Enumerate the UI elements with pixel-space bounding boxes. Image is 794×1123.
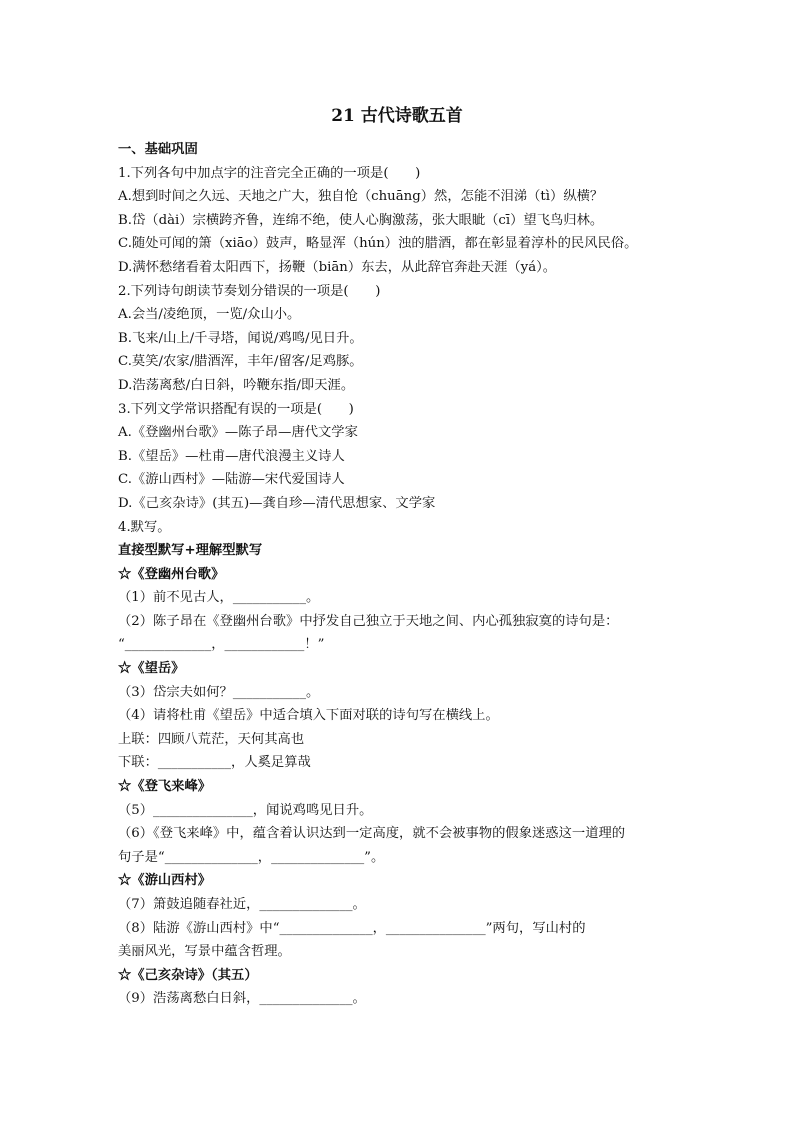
text-line: B.《望岳》—杜甫—唐代浪漫主义诗人 xyxy=(118,448,345,464)
text-line: 3.下列文学常识搭配有误的一项是( ) xyxy=(118,401,354,417)
text-line: D.满怀愁绪看着太阳西下，扬鞭（biān）东去，从此辞官奔赴天涯（yá）。 xyxy=(118,259,557,275)
section-heading: ☆《登幽州台歌》 xyxy=(118,566,225,582)
section-heading: ☆《望岳》 xyxy=(118,661,185,677)
text-line: D.浩荡离愁/白日斜，吟鞭东指/即天涯。 xyxy=(118,377,355,393)
text-line: A.想到时间之久远、天地之广大，独自怆（chuāng）然，怎能不泪涕（tì）纵横？ xyxy=(118,189,604,205)
text-line: “_____________，____________！” xyxy=(118,637,325,653)
text-line: （7）箫鼓追随春社近，______________。 xyxy=(118,897,366,912)
text-line: （3）岱宗夫如何？___________。 xyxy=(118,684,320,700)
text-line: 4.默写。 xyxy=(118,519,171,535)
text-line: （8）陆游《游山西村》中“______________，_______________”两句，写山村的 xyxy=(118,920,586,936)
text-line: B.飞来/山上/千寻塔，闻说/鸡鸣/见日升。 xyxy=(118,330,363,346)
text-line: 下联：___________，人奚足算哉 xyxy=(118,755,311,771)
section-heading: ☆《登飞来峰》 xyxy=(118,779,212,795)
text-line: 句子是“______________，______________”。 xyxy=(118,849,385,865)
text-line: （1）前不见古人，___________。 xyxy=(118,590,320,606)
section-heading: ☆《游山西村》 xyxy=(118,873,212,889)
text-line: C.莫笑/农家/腊酒浑，丰年/留客/足鸡豚。 xyxy=(118,354,363,370)
text-line: （6）《登飞来峰》中，蕴含着认识达到一定高度，就不会被事物的假象迷惑这一道理的 xyxy=(118,826,626,842)
text-line: C.《游山西村》—陆游—宋代爱国诗人 xyxy=(118,472,345,488)
section-heading: 一、基础巩固 xyxy=(118,142,198,157)
document-body xyxy=(118,138,678,1011)
text-line: B.岱（dài）宗横跨齐鲁，连绵不绝，使人心胸激荡，张大眼眦（cī）望飞鸟归林。 xyxy=(118,212,604,228)
text-line: 上联：四顾八荒茫，天何其高也 xyxy=(118,731,305,747)
text-line: （2）陈子昂在《登幽州台歌》中抒发自己独立于天地之间、内心孤独寂寞的诗句是： xyxy=(118,613,619,629)
text-line: （9）浩荡离愁白日斜，______________。 xyxy=(118,991,366,1007)
text-line: 美丽风光，写景中蕴含哲理。 xyxy=(118,944,291,960)
text-line: （4）请将杜甫《望岳》中适合填入下面对联的诗句写在横线上。 xyxy=(118,708,499,724)
section-heading: ☆《己亥杂诗》（其五） xyxy=(118,967,258,983)
text-line: C.随处可闻的箫（xiāo）鼓声，略显浑（hún）浊的腊酒，都在彰显着淳朴的民风民俗。 xyxy=(118,236,638,252)
section-heading: 直接型默写+理解型默写 xyxy=(118,543,263,559)
page-title: 21 古代诗歌五首 xyxy=(331,106,463,126)
text-line: D.《己亥杂诗》(其五)—龚自珍—清代思想家、文学家 xyxy=(118,495,436,511)
text-line: 2.下列诗句朗读节奏划分错误的一项是( ) xyxy=(118,283,381,299)
text-line: （5）_______________，闻说鸡鸣见日升。 xyxy=(118,802,373,818)
text-line: 1.下列各句中加点字的注音完全正确的一项是( ) xyxy=(118,165,421,181)
text-line: A.会当/凌绝顶，一览/众山小。 xyxy=(118,307,301,323)
text-line: A.《登幽州台歌》—陈子昂—唐代文学家 xyxy=(118,425,358,441)
